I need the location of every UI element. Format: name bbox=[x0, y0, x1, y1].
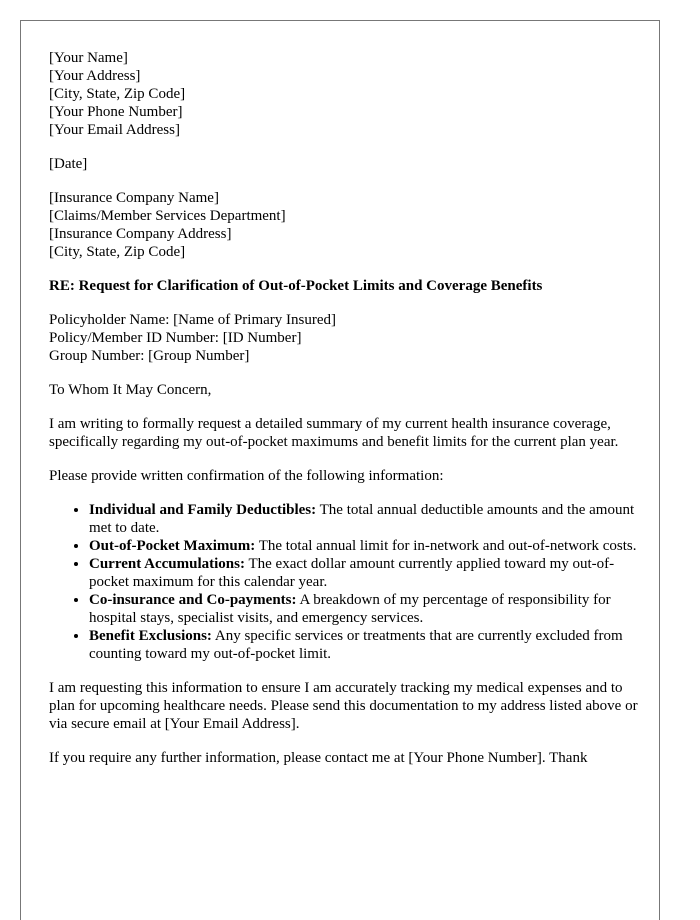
sender-email: [Your Email Address] bbox=[49, 122, 180, 138]
list-item bbox=[89, 501, 639, 537]
item-text: The total annual limit for in-network and out-of-network costs. bbox=[255, 538, 637, 554]
recipient-company: [Insurance Company Name] bbox=[49, 190, 219, 206]
policy-block bbox=[49, 311, 639, 365]
group-number: Group Number: [Group Number] bbox=[49, 348, 250, 364]
item-title: Current Accumulations: bbox=[89, 556, 245, 572]
sender-address: [Your Address] bbox=[49, 68, 141, 84]
policyholder-name: Policyholder Name: [Name of Primary Insured] bbox=[49, 312, 336, 328]
list-item bbox=[89, 555, 639, 591]
date-block bbox=[49, 155, 639, 173]
subject-line: RE: Request for Clarification of Out-of-Pocket Limits and Coverage Benefits bbox=[49, 278, 543, 294]
item-text: Any specific services or treatments that are currently excluded from counting toward my out-of-pocket limit. bbox=[89, 628, 623, 662]
item-title: Co-insurance and Co-payments: bbox=[89, 592, 297, 608]
list-intro: Please provide written confirmation of the following information: bbox=[49, 468, 444, 484]
item-text: The exact dollar amount currently applied toward my out-of-pocket maximum for this calendar year. bbox=[89, 556, 615, 590]
member-id: Policy/Member ID Number: [ID Number] bbox=[49, 330, 302, 346]
item-text: A breakdown of my percentage of responsibility for hospital stays, specialist visits, and emergency services. bbox=[89, 592, 611, 626]
item-title: Out-of-Pocket Maximum: bbox=[89, 538, 256, 554]
item-title: Individual and Family Deductibles: bbox=[89, 502, 317, 518]
sender-block bbox=[49, 49, 639, 139]
recipient-address: [Insurance Company Address] bbox=[49, 226, 232, 242]
closing-paragraph: If you require any further information, please contact me at [Your Phone Number]. Thank bbox=[49, 750, 588, 766]
salutation: To Whom It May Concern, bbox=[49, 382, 212, 398]
intro-paragraph: I am writing to formally request a detailed summary of my current health insurance coverage, specifically regarding my out-of-pocket maximums and benefit limits for the current plan year. bbox=[49, 416, 619, 450]
purpose-paragraph: I am requesting this information to ensure I am accurately tracking my medical expenses and to plan for upcoming healthcare needs. Please send this documentation to my address listed above or via secure email at [Your Email Address]. bbox=[49, 680, 638, 732]
list-item bbox=[89, 591, 639, 627]
sender-phone: [Your Phone Number] bbox=[49, 104, 183, 120]
sender-name: [Your Name] bbox=[49, 50, 128, 66]
list-item bbox=[89, 627, 639, 663]
recipient-department: [Claims/Member Services Department] bbox=[49, 208, 286, 224]
recipient-block bbox=[49, 189, 639, 261]
item-text: The total annual deductible amounts and the amount met to date. bbox=[89, 502, 635, 536]
benefit-list bbox=[49, 501, 639, 663]
sender-city: [City, State, Zip Code] bbox=[49, 86, 186, 102]
letter-date: [Date] bbox=[49, 156, 88, 172]
list-item bbox=[89, 537, 639, 555]
letter-page bbox=[20, 20, 660, 920]
letter-content bbox=[49, 49, 639, 783]
item-title: Benefit Exclusions: bbox=[89, 628, 212, 644]
recipient-city: [City, State, Zip Code] bbox=[49, 244, 186, 260]
